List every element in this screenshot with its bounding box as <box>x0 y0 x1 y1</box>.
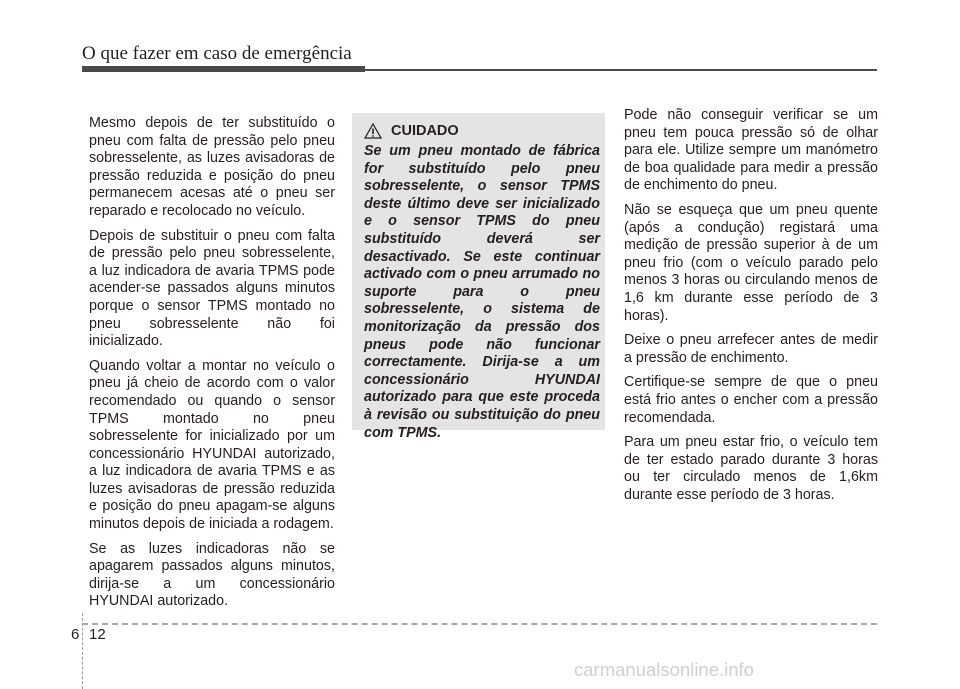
header-rule-thick <box>82 66 365 72</box>
page-number: 12 <box>89 626 106 643</box>
paragraph: Deixe o pneu arrefecer antes de medir a pressão de enchimento. <box>624 332 878 366</box>
caution-box <box>352 113 605 441</box>
paragraph: Pode não conseguir verificar se um pneu tem pouca pressão só de olhar para ele. Utilize sempre um manómetro de boa qualidade para medir a pressão de enchimento do pneu. <box>624 107 878 194</box>
caution-label: CUIDADO <box>391 123 459 139</box>
paragraph: Depois de substituir o pneu com falta de pressão pelo pneu sobresselente, a luz indicadora de avaria TPMS pode acender-se passados alguns minutos porque o sensor TPMS montado no pneu sobresselente não foi inicializado. <box>89 227 335 350</box>
paragraph: Para um pneu estar frio, o veículo tem de ter estado parado durante 3 horas ou ter circulado menos de 1,6km durante esse período de 3 horas. <box>624 434 878 503</box>
paragraph: Certifique-se sempre de que o pneu está frio antes o encher com a pressão recomendada. <box>624 374 878 426</box>
left-text-column <box>89 115 335 618</box>
page-header-title: O que fazer em caso de emergência <box>82 43 352 64</box>
paragraph: Quando voltar a montar no veículo o pneu já cheio de acordo com o valor recomendado ou quando o sensor TPMS montado no pneu sobresselente for inicializado por um concessionário HYUNDAI autorizado, a luz indicadora de avaria TPMS e as luzes avisadoras de pressão reduzida e posição do pneu apagam-se alguns minutos depois de iniciada a rodagem. <box>89 357 335 533</box>
warning-triangle-icon <box>364 123 382 139</box>
paragraph: Mesmo depois de ter substituído o pneu com falta de pressão pelo pneu sobresselente, as luzes avisadoras de pressão reduzida e posição do pneu permanecem acesas até o pneu ser reparado e recolocado no veículo. <box>89 115 335 219</box>
paragraph: Não se esqueça que um pneu quente (após a condução) registará uma medição de pressão superior à de um pneu frio (com o veículo parado pelo menos 3 horas ou circulando menos de 1,6 km durante esse período de 3 horas). <box>624 201 878 324</box>
paragraph: Se as luzes indicadoras não se apagarem passados alguns minutos, dirija-se a um concessionário HYUNDAI autorizado. <box>89 540 335 610</box>
caution-header <box>364 123 459 139</box>
footer-divider <box>82 623 877 625</box>
right-text-column <box>624 107 878 511</box>
header-rule-thin <box>365 69 877 71</box>
caution-text: Se um pneu montado de fábrica for substituído pelo pneu sobresselente, o sensor TPMS deste último deve ser inicializado e o sensor TPMS do pneu substituído deverá ser desactivado. Se este continuar activado com o pneu arrumado no suporte para o pneu sobresselente, o sistema de monitorização da pressão dos pneus pode não funcionar correctamente. Dirija-se a um concessionário HYUNDAI autorizado para que este proceda à revisão ou substituição do pneu com TPMS. <box>364 143 600 441</box>
chapter-number: 6 <box>71 626 80 643</box>
footer-vertical-divider <box>82 613 83 689</box>
watermark: carmanualsonline.info <box>574 659 754 680</box>
